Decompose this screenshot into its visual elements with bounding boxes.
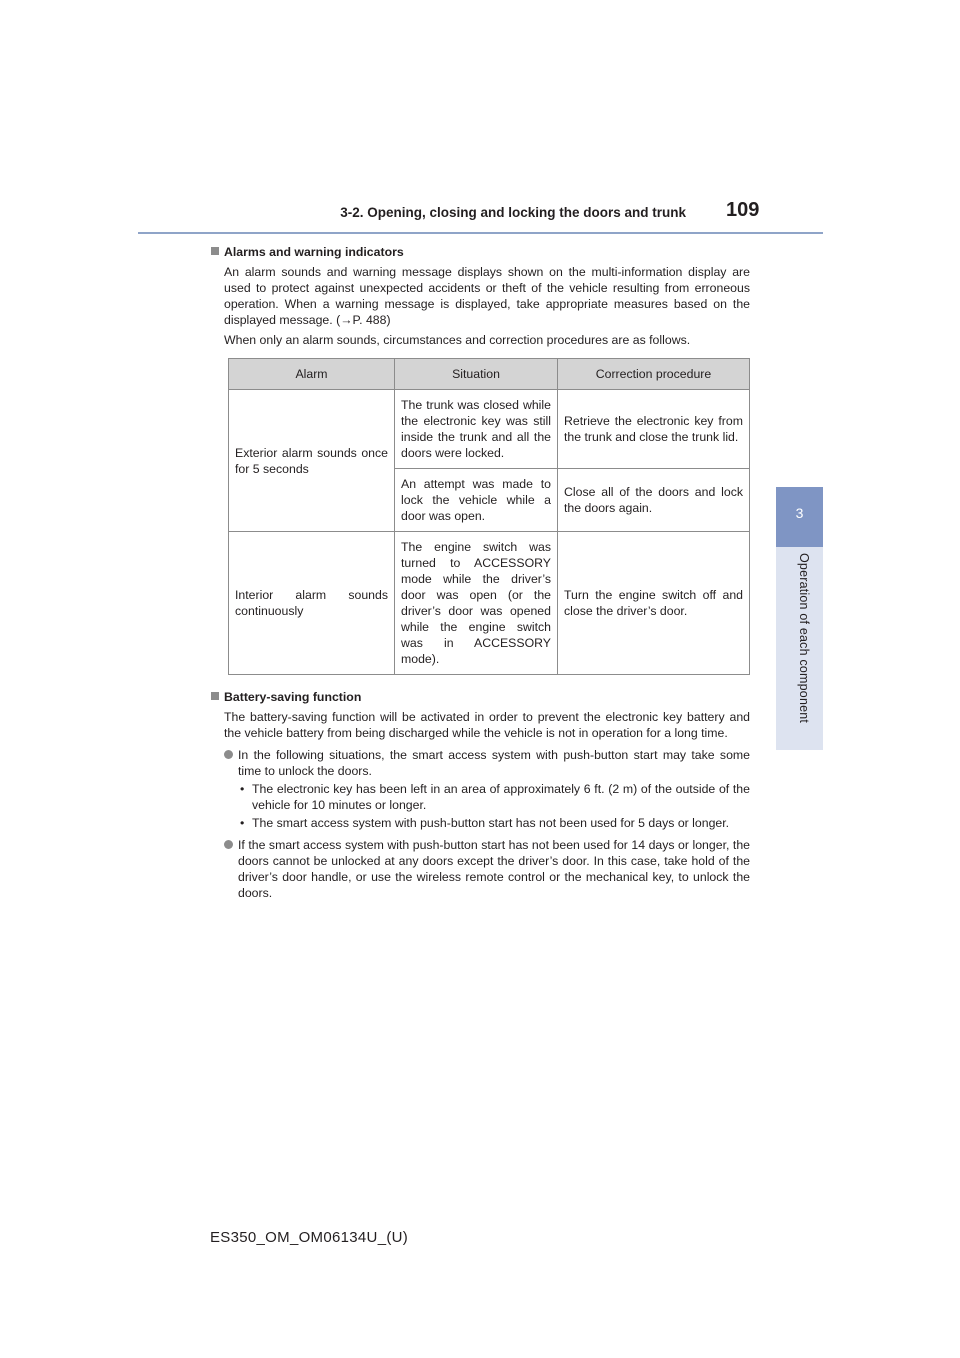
list-item bbox=[210, 837, 750, 901]
alarms-paragraph: An alarm sounds and warning message displays shown on the multi-information display are used to protect against unexpected accidents or theft of the vehicle resulting from erroneous operation. When a warning message is displayed, take appropriate measures based on the displayed message. (→P. 488) bbox=[224, 265, 750, 327]
header-correction: Correction procedure bbox=[558, 359, 750, 390]
alarms-heading bbox=[210, 244, 750, 260]
battery-heading-text: Battery-saving function bbox=[224, 690, 362, 704]
chapter-label: Operation of each component bbox=[797, 553, 811, 724]
bullet-text: In the following situations, the smart access system with push-button start may take some time to unlock the doors. bbox=[238, 748, 750, 778]
battery-paragraph: The battery-saving function will be activated in order to prevent the electronic key battery and the vehicle battery from being discharged while the vehicle is not in operation for a long time. bbox=[224, 710, 750, 740]
circle-bullet-icon bbox=[224, 750, 233, 759]
cell-situation: The trunk was closed while the electronic key was still inside the trunk and all the doors were locked. bbox=[395, 390, 558, 469]
cell-situation: An attempt was made to lock the vehicle while a door was open. bbox=[395, 469, 558, 532]
header-rule bbox=[138, 232, 823, 234]
page-number: 109 bbox=[726, 199, 760, 221]
alarms-heading-text: Alarms and warning indicators bbox=[224, 245, 404, 259]
square-bullet-icon bbox=[211, 692, 219, 700]
sub-bullet-text: The electronic key has been left in an area of approximately 6 ft. (2 m) of the outside of the vehicle for 10 minutes or longer. bbox=[252, 782, 750, 812]
page-content bbox=[210, 244, 750, 903]
alarm-table bbox=[228, 358, 750, 675]
chapter-number: 3 bbox=[795, 505, 804, 521]
cell-situation: The engine switch was turned to ACCESSORY mode while the driver’s door was open (or the driver’s door was opened while the engine switch was in ACCESSORY mode). bbox=[395, 532, 558, 675]
page-header-title: 3-2. Opening, closing and locking the doors and trunk bbox=[340, 205, 686, 220]
footer-document-code: ES350_OM_OM06134U_(U) bbox=[210, 1229, 409, 1246]
battery-heading bbox=[210, 689, 750, 705]
list-item bbox=[210, 815, 750, 831]
table-row bbox=[229, 532, 750, 675]
dot-bullet-icon: • bbox=[240, 782, 245, 796]
cell-correction: Retrieve the electronic key from the trunk and close the trunk lid. bbox=[558, 390, 750, 469]
square-bullet-icon bbox=[211, 247, 219, 255]
cell-correction: Turn the engine switch off and close the driver’s door. bbox=[558, 532, 750, 675]
alarms-intro-paragraph: When only an alarm sounds, circumstances and correction procedures are as follows. bbox=[224, 333, 691, 347]
cell-alarm: Interior alarm sounds continuously bbox=[229, 532, 395, 675]
chapter-tab bbox=[776, 487, 823, 547]
circle-bullet-icon bbox=[224, 840, 233, 849]
chapter-strip bbox=[776, 547, 823, 750]
header-alarm: Alarm bbox=[229, 359, 395, 390]
header-situation: Situation bbox=[395, 359, 558, 390]
list-item bbox=[210, 781, 750, 813]
dot-bullet-icon: • bbox=[240, 816, 245, 830]
bullet-text: If the smart access system with push-button start has not been used for 14 days or longer, the doors cannot be unlocked at any doors except the driver’s door. In this case, take hold of the driver’s door handle, or use the wireless remote control or the mechanical key, to unlock the doors. bbox=[238, 838, 750, 900]
sub-bullet-text: The smart access system with push-button start has not been used for 5 days or longer. bbox=[252, 816, 730, 830]
list-item bbox=[210, 747, 750, 779]
cell-correction: Close all of the doors and lock the doors again. bbox=[558, 469, 750, 532]
table-header-row bbox=[229, 359, 750, 390]
cell-alarm: Exterior alarm sounds once for 5 seconds bbox=[229, 390, 395, 532]
table-row bbox=[229, 390, 750, 469]
